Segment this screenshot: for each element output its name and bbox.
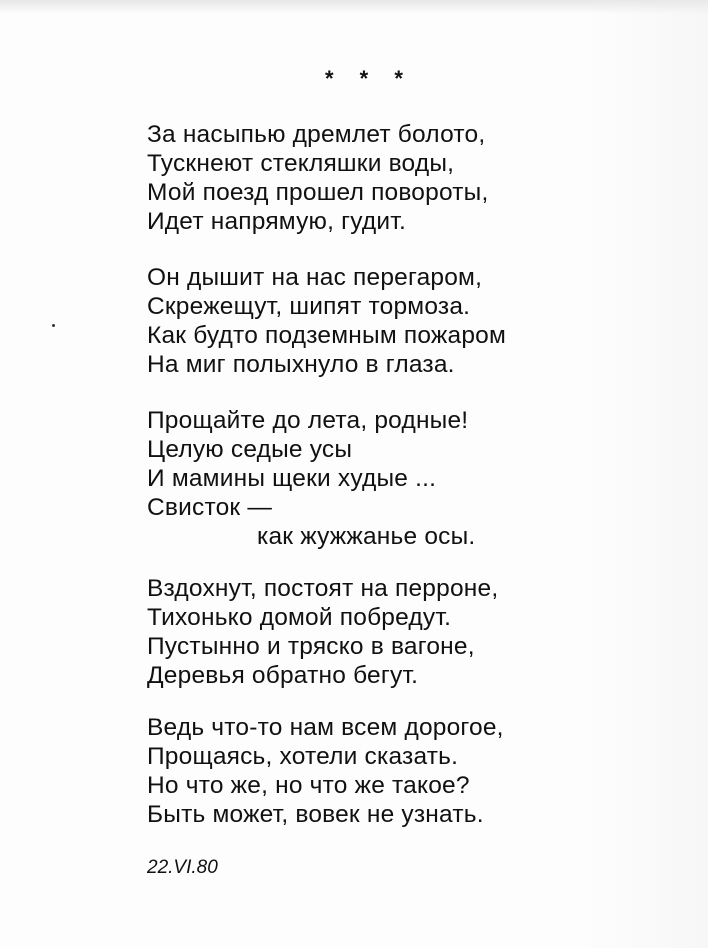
poem-line: Скрежещут, шипят тормоза. xyxy=(147,293,471,320)
poem-line: Пустынно и тряско в вагоне, xyxy=(147,633,475,660)
poem-line: Прощайте до лета, родные! xyxy=(147,407,469,434)
poem-line: Вздохнут, постоят на перроне, xyxy=(147,575,499,602)
poem-line: Он дышит на нас перегаром, xyxy=(147,264,483,291)
stanza-3 xyxy=(147,406,475,551)
poem-line: И мамины щеки худые ... xyxy=(147,465,437,492)
poem-line: Идет напрямую, гудит. xyxy=(147,208,407,235)
poem-date: 22.VI.80 xyxy=(147,857,218,878)
poem-line: Тускнеют стекляшки воды, xyxy=(147,150,455,177)
poem-line: На миг полыхнуло в глаза. xyxy=(147,351,455,378)
poem-line: Прощаясь, хотели сказать. xyxy=(147,743,459,770)
poem-line: Ведь что-то нам всем дорогое, xyxy=(147,714,504,741)
poem-line-indented: как жужжанье осы. xyxy=(257,523,476,550)
poem-line: Тихонько домой побредут. xyxy=(147,604,452,631)
poem-line: Быть может, вовек не узнать. xyxy=(147,801,484,828)
stanza-4 xyxy=(147,574,498,690)
poem-line: Мой поезд прошел повороты, xyxy=(147,179,489,206)
poem-line: За насыпью дремлет болото, xyxy=(147,121,486,148)
stanza-5 xyxy=(147,713,504,829)
poem-line: Но что же, но что же такое? xyxy=(147,772,470,799)
stanza-1 xyxy=(147,120,488,236)
poem-line: Как будто подземным пожаром xyxy=(147,322,507,349)
poem-separator: * * * xyxy=(325,66,413,91)
poem-line: Целую седые усы xyxy=(147,436,353,463)
poem-line: Свисток — xyxy=(147,494,273,521)
poem-line: Деревья обратно бегут. xyxy=(147,662,419,689)
speck xyxy=(52,324,55,327)
page-bleed-through xyxy=(585,0,708,948)
stanza-2 xyxy=(147,263,506,379)
